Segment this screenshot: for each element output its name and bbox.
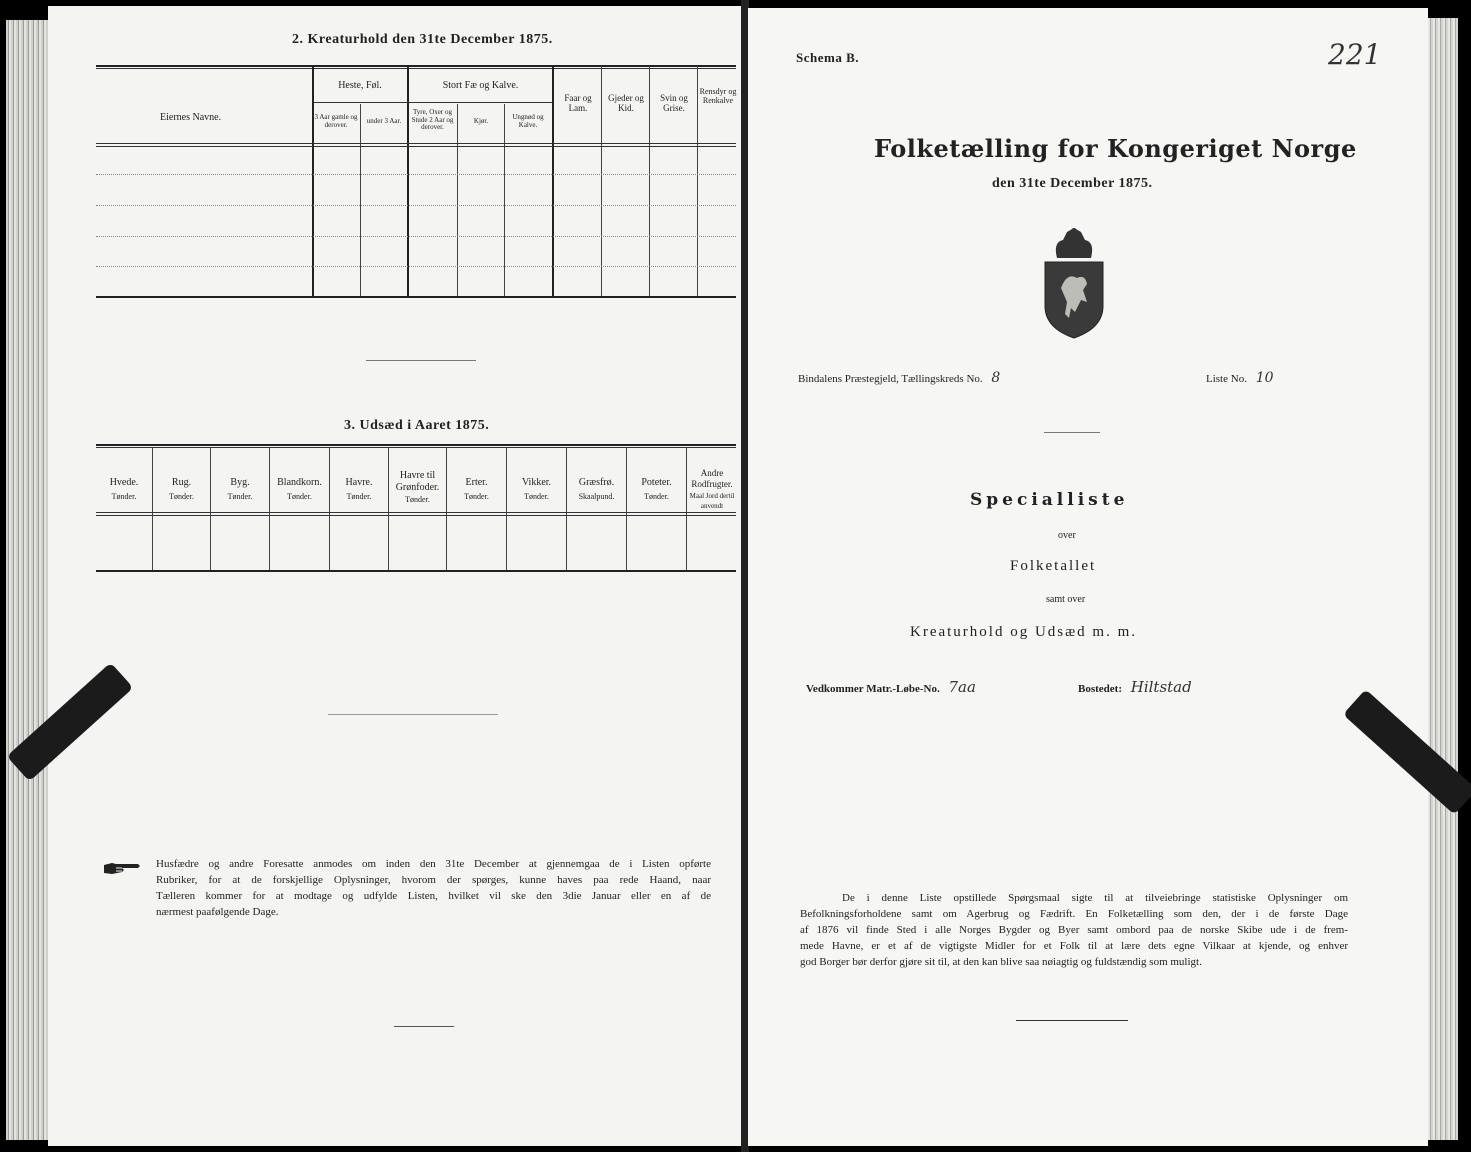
col-ungnod: Ungnød og Kalve. — [512, 113, 544, 129]
udsaed-col-2: Byg. Tønder. — [227, 477, 253, 501]
page-title: Folketælling for Kongeriget Norge — [874, 134, 1357, 163]
liste-number: 10 — [1255, 370, 1274, 386]
book-edge-left — [6, 20, 50, 1140]
norwegian-coat-of-arms-icon — [1041, 228, 1107, 344]
info-line: mede Havne, er et af de vigtigste Midler for et Folk til at lære dets egne Vilkaar at kjende, og enhver — [800, 940, 1348, 952]
table2-top-rule — [96, 65, 736, 67]
pointing-hand-icon — [102, 858, 142, 882]
folketallet: Folketallet — [1010, 558, 1097, 574]
right-page — [748, 8, 1428, 1146]
col-eiernes-navne: Eiernes Navne. — [160, 112, 222, 123]
col-gjeder: Gjeder og Kid. — [608, 93, 644, 113]
udsaed-col-4: Havre. Tønder. — [345, 477, 373, 501]
page-number: 221 — [1328, 38, 1382, 71]
udsaed-col-10: Andre Rodfrugter. Maal Jord dertil anvendt — [689, 468, 735, 511]
district-label: Bindalens Præstegjeld, Tællingskreds No. — [798, 373, 983, 385]
col-heste: Heste, Føl. — [338, 80, 382, 91]
liste-line — [1206, 370, 1274, 386]
udsaed-col-6: Erter. Tønder. — [464, 477, 489, 501]
info-line: af 1876 vil finde Sted i alle Norges Bygder og Byer samt ombord paa de norske Skibe ude i de frem- — [800, 924, 1348, 936]
over-label: over — [1058, 530, 1076, 541]
specialliste-heading: Specialliste — [970, 490, 1129, 510]
divider — [366, 360, 476, 361]
info-line: god Borger bør derfor gjøre sit til, at den kan blive saa nøiagtig og fuldstændig som muligt. — [800, 956, 1202, 968]
bosted-label: Bostedet: — [1078, 683, 1122, 695]
udsaed-col-3: Blandkorn. Tønder. — [277, 477, 322, 501]
schema-label: Schema B. — [796, 50, 859, 65]
notice-text — [156, 856, 711, 920]
udsaed-table — [96, 448, 736, 572]
district-line — [798, 370, 1000, 386]
closing-rule — [1016, 1020, 1128, 1021]
table3-top-rule — [96, 444, 736, 446]
col-kjor: Kjør. — [473, 117, 489, 125]
col-heste-under: under 3 Aar. — [366, 117, 402, 125]
kreaturhold-heading: Kreaturhold og Udsæd m. m. — [910, 624, 1137, 640]
udsaed-col-0: Hvede. Tønder. — [109, 477, 139, 501]
matr-value: 7aa — [948, 678, 976, 696]
book-edge-right — [1428, 18, 1458, 1140]
notice-line: Tælleren kommer for at modtage og udfylde Listen, hvilket vil ske den 3die Januar eller en af de — [156, 890, 711, 902]
bosted-line — [1078, 678, 1192, 696]
info-paragraph — [800, 890, 1348, 970]
info-line: Befolkningsforholdene samt om Agerbrug og Fædrift. En Folketælling som den, der i de første Dage — [800, 908, 1348, 920]
col-rensdyr: Rensdyr og Renkalve — [699, 87, 737, 105]
col-heste-3aar: 3 Aar gamle og derover. — [314, 113, 358, 129]
notice-line: Rubriker, for at de forskjellige Oplysninger, hvorom der spørges, kunne haves paa rede Haand, naar — [156, 874, 711, 886]
col-faar: Faar og Lam. — [564, 93, 592, 113]
udsaed-col-8: Græsfrø. Skaalpund. — [578, 477, 615, 501]
udsaed-col-1: Rug. Tønder. — [169, 477, 194, 501]
census-date: den 31te December 1875. — [992, 176, 1153, 191]
notice-line: Husfædre og andre Foresatte anmodes om inden den 31te December at gjennemgaa de i Listen opførte — [156, 858, 711, 870]
liste-label: Liste No. — [1206, 373, 1247, 385]
bosted-value: Hiltstad — [1130, 678, 1192, 696]
matr-line — [806, 678, 976, 696]
section2-title: 2. Kreaturhold den 31te December 1875. — [292, 32, 553, 47]
udsaed-col-5: Havre til Grønfoder. Tønder. — [395, 470, 440, 504]
udsaed-col-9: Poteter. Tønder. — [641, 477, 672, 501]
col-svin: Svin og Grise. — [660, 93, 688, 113]
col-stort-fae: Stort Fæ og Kalve. — [442, 80, 519, 91]
table2-bottom-rule — [96, 296, 736, 298]
left-page — [48, 6, 742, 1146]
samt-over-label: samt over — [1046, 594, 1086, 605]
udsaed-col-7: Vikker. Tønder. — [521, 477, 552, 501]
col-tyre: Tyre, Oxer og Stude 2 Aar og derover. — [411, 108, 454, 132]
info-line: De i denne Liste opstillede Spørgsmaal sigte til at tilveiebringe statistiske Oplysninger om — [842, 892, 1348, 904]
notice-line: nærmest paafølgende Dage. — [156, 906, 279, 918]
matr-label: Vedkommer Matr.-Løbe-No. — [806, 683, 940, 695]
district-number: 8 — [991, 370, 1001, 386]
section3-title: 3. Udsæd i Aaret 1875. — [344, 418, 490, 433]
